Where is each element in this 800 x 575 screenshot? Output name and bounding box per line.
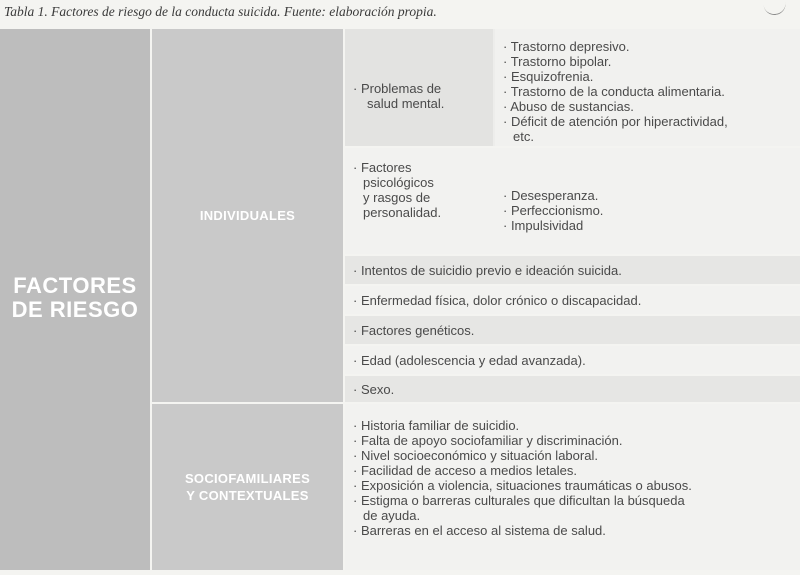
main-category-line-1: FACTORES [13,273,137,298]
psych-label [353,160,441,220]
main-category-line-2: DE RIESGO [11,297,139,322]
row-psych-factors [345,148,800,254]
psych-label-line-3: y rasgos de [363,190,431,205]
risk-factors-table [0,29,800,570]
mental-health-items-cell [495,29,800,146]
corner-mark-icon [763,0,787,16]
sociofamiliares-list [353,418,692,538]
row-sex [345,376,800,402]
row-sociofamiliares [345,404,800,570]
row-genetic-factors [345,316,800,344]
list-item: · Barreras en el acceso al sistema de salud. [353,523,606,538]
mental-health-list [503,39,728,144]
list-item: · Falta de apoyo sociofamiliar y discriminación. [353,433,623,448]
psych-label-line-2: psicológicos [363,175,434,190]
list-item: · Exposición a violencia, situaciones traumáticas o abusos. [353,478,692,493]
group-sociofamiliares-label [152,470,343,504]
group-sociofamiliares-line-1: SOCIOFAMILIARES [184,471,311,486]
list-item: · Facilidad de acceso a medios letales. [353,463,578,478]
row-text: · Sexo. [353,382,395,397]
psych-label-line-1: · Factores [353,160,412,175]
main-category-cell [0,29,150,570]
list-item: · Historia familiar de suicidio. [353,418,520,433]
group-individuales-label: INDIVIDUALES [199,208,296,223]
list-item: · Abuso de sustancias. [503,99,634,114]
group-sociofamiliares-cell [152,404,343,570]
list-item: · Nivel socioeconómico y situación laboral. [353,448,598,463]
list-item: · Esquizofrenia. [503,69,594,84]
list-item: · Estigma o barreras culturales que dificultan la búsqueda [353,493,685,508]
row-age [345,346,800,374]
row-text: · Edad (adolescencia y edad avanzada). [353,353,586,368]
main-category-title [0,274,150,322]
list-item: · Trastorno depresivo. [503,39,630,54]
list-item: · Trastorno de la conducta alimentaria. [503,84,725,99]
row-text: · Intentos de suicidio previo e ideación suicida. [353,263,622,278]
table-caption: Tabla 1. Factores de riesgo de la conducta suicida. Fuente: elaboración propia. [4,4,437,19]
group-individuales-cell [152,29,343,402]
row-text: · Enfermedad física, dolor crónico o discapacidad. [353,293,642,308]
mental-health-label-line-1: · Problemas de [353,81,442,96]
list-item: · Déficit de atención por hiperactividad, [503,114,728,129]
mental-health-label-cell [345,29,493,146]
row-mental-health [345,29,800,146]
list-item: · Perfeccionismo. [503,203,604,218]
list-item: de ayuda. [363,508,421,523]
list-item: · Trastorno bipolar. [503,54,612,69]
mental-health-label-line-2: salud mental. [367,96,445,111]
psych-list [503,188,603,233]
group-sociofamiliares-line-2: Y CONTEXTUALES [186,488,309,503]
list-item: · Desesperanza. [503,188,599,203]
psych-label-line-4: personalidad. [363,205,442,220]
row-suicide-attempts [345,256,800,284]
list-item: · Impulsividad [503,218,584,233]
row-text: · Factores genéticos. [353,323,475,338]
row-physical-illness [345,286,800,314]
mental-health-label [353,81,444,111]
list-item: etc. [513,129,534,144]
